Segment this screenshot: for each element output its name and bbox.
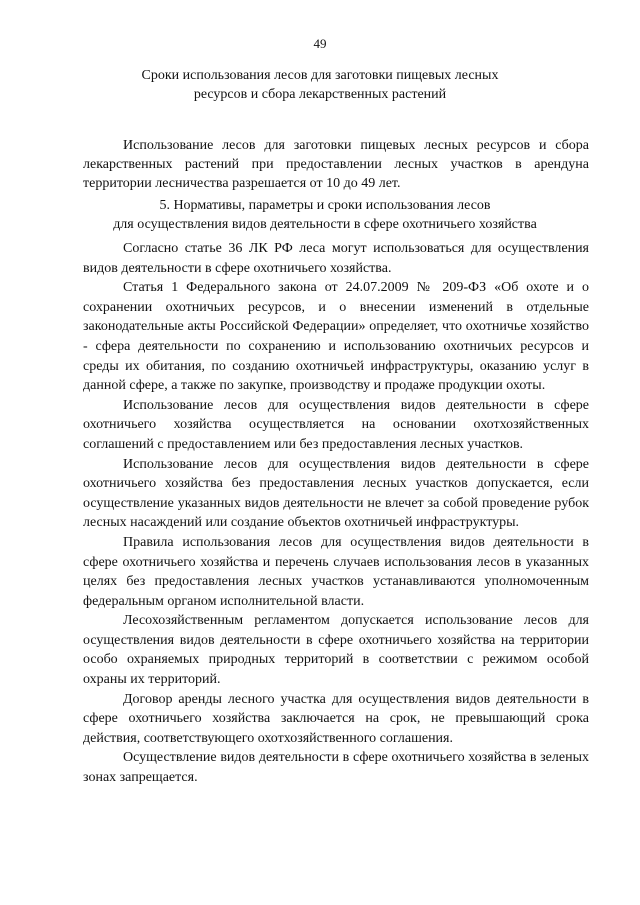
- section-title-food-resources: [90, 66, 550, 104]
- paragraph: Осуществление видов деятельности в сфере охотничьего хозяйства в зеленых зонах запрещается.: [83, 750, 589, 786]
- paragraph: Согласно статье 36 ЛК РФ леса могут использоваться для осуществления видов деятельности в сфере охотничьего хозяйства.: [83, 241, 589, 276]
- hunting-section-body: [83, 239, 589, 788]
- paragraph: Правила использования лесов для осуществления видов деятельности в сфере охотничьего хозяйства и перечень случаев использования лесов в указанных целях без предоставления лесных участков устанавливаются уполномоченным федеральным органом исполнительной власти.: [83, 534, 589, 609]
- paragraph: Использование лесов для осуществления видов деятельности в сфере охотничьего хозяйства без предоставления лесных участков допускается, если осуществление указанных видов деятельности не влечет за собой проведение рубок лесных насаждений или создание объектов охотничьей инфраструктуры.: [83, 456, 589, 531]
- section-title-line: ресурсов и сбора лекарственных растений: [193, 87, 447, 102]
- section-title-line: 5. Нормативы, параметры и сроки использования лесов: [159, 198, 491, 213]
- paragraph: Использование лесов для осуществления видов деятельности в сфере охотничьего хозяйства осуществляется на основании охотхозяйственных соглашений с предоставлением или без предоставления лесных участков.: [83, 397, 589, 452]
- section-title-line: Сроки использования лесов для заготовки пищевых лесных: [141, 68, 499, 83]
- section-title-line: для осуществления видов деятельности в сфере охотничьего хозяйства: [113, 217, 537, 232]
- paragraph: Лесохозяйственным регламентом допускается использование лесов для осуществления видов деятельности в сфере охотничьего хозяйства на территории особо охраняемых природных территорий в соответствии с режимом особой охраны их территорий.: [83, 613, 589, 688]
- paragraph-food-resources: Использование лесов для заготовки пищевых лесных ресурсов и сбора лекарственных растений при предоставлении лесных участков в арендуна территории лесничества разрешается от 10 до 49 лет.: [83, 138, 589, 191]
- paragraph: Договор аренды лесного участка для осуществления видов деятельности в сфере охотничьего хозяйства заключается на срок, не превышающий срока действия, соответствующего охотхозяйственного соглашения.: [83, 691, 589, 746]
- paragraph: Статья 1 Федерального закона от 24.07.2009 № 209-ФЗ «Об охоте и о сохранении охотничьих ресурсов, и о внесении изменений в отдельные законодательные акты Российской Федерации» определяет, что охотничье хозяйство - сфера деятельности по сохранению и использованию охотничьих ресурсов и среды их обитания, по созданию охотничьей инфраструктуры, оказанию услуг в данной сфере, а также по закупке, производству и продаже продукции охоты.: [83, 280, 589, 394]
- page-number: 49: [313, 36, 327, 51]
- section-title-hunting: [80, 196, 570, 234]
